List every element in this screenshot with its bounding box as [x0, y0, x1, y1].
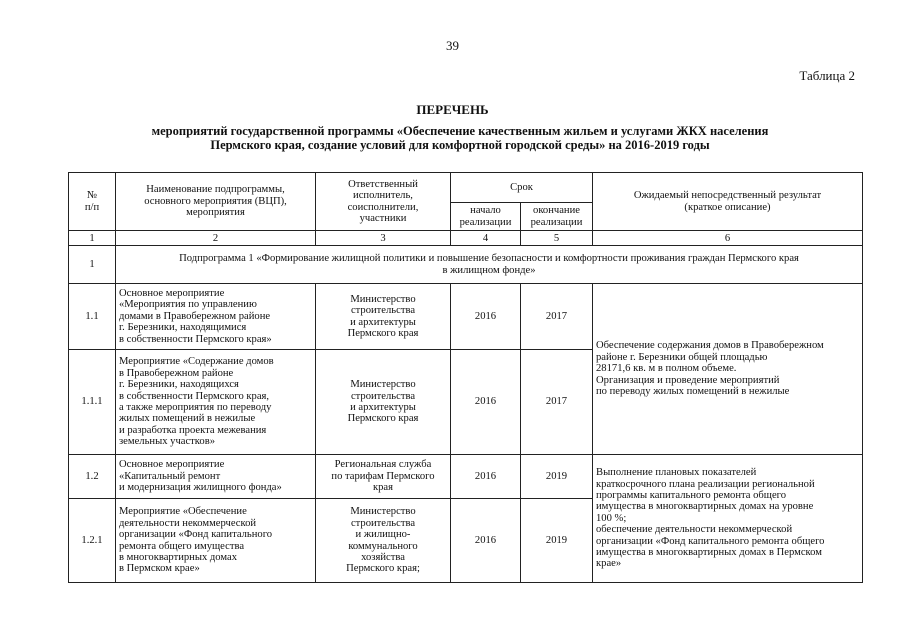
column-number: 6	[593, 231, 863, 246]
row-result: Выполнение плановых показателей краткосрочного плана реализации региональной программы капитального ремонта общего имущества в многоквартирных домах на уровне 100 %; обеспечение деятельности некоммерческой организации «Фонд капитального ремонта общего имущества в многоквартирных домах в Пермском крае»	[593, 455, 863, 583]
row-name: Основное мероприятие «Капитальный ремонт и модернизация жилищного фонда»	[116, 455, 316, 499]
table-label: Таблица 2	[799, 68, 855, 83]
header-start: начало реализации	[451, 203, 521, 231]
row-end: 2017	[521, 284, 593, 350]
row-num: 1.1.1	[69, 350, 116, 455]
subprogram-row	[69, 246, 863, 284]
row-num: 1.2.1	[69, 499, 116, 583]
row-executor: Министерство строительства и архитектуры Пермского края	[316, 350, 451, 455]
column-number: 1	[69, 231, 116, 246]
column-number: 3	[316, 231, 451, 246]
table-row	[69, 455, 863, 499]
row-executor: Региональная служба по тарифам Пермского края	[316, 455, 451, 499]
document-title: ПЕРЕЧЕНЬ	[416, 102, 489, 117]
row-result: Обеспечение содержания домов в Правобережном районе г. Березники общей площадью 28171,6 кв. м в полном объеме. Организация и проведение мероприятий по переводу жилых помещений в нежилые	[593, 284, 863, 455]
row-end: 2019	[521, 499, 593, 583]
row-name: Мероприятие «Содержание домов в Правобережном районе г. Березники, находящихся в собственности Пермского края, а также мероприятия по переводу жилых помещений в нежилые и разработка проекта межевания земельных участков»	[116, 350, 316, 455]
row-num: 1.1	[69, 284, 116, 350]
subprogram-title: Подпрограмма 1 «Формирование жилищной политики и повышение безопасности и комфортности проживания граждан Пермского края в жилищном фонде»	[116, 246, 863, 284]
header-term: Срок	[451, 173, 593, 203]
column-number: 5	[521, 231, 593, 246]
table-row	[69, 284, 863, 350]
row-start: 2016	[451, 455, 521, 499]
page-number: 39	[446, 38, 459, 53]
header-end: окончание реализации	[521, 203, 593, 231]
column-number: 2	[116, 231, 316, 246]
header-name: Наименование подпрограммы, основного мероприятия (ВЦП), мероприятия	[116, 173, 316, 231]
document-subtitle: мероприятий государственной программы «Обеспечение качественным жильем и услугами ЖКХ населения Пермского края, создание условий для комфортной городской среды» на 2016-2019 годы	[151, 124, 769, 152]
row-start: 2016	[451, 350, 521, 455]
row-start: 2016	[451, 499, 521, 583]
row-num: 1.2	[69, 455, 116, 499]
activities-table	[68, 172, 863, 583]
column-number: 4	[451, 231, 521, 246]
row-start: 2016	[451, 284, 521, 350]
column-numbers-row	[69, 231, 863, 246]
row-name: Основное мероприятие «Мероприятия по управлению домами в Правобережном районе г. Березники, находящимися в собственности Пермского края»	[116, 284, 316, 350]
row-executor: Министерство строительства и жилищно- коммунального хозяйства Пермского края;	[316, 499, 451, 583]
row-name: Мероприятие «Обеспечение деятельности некоммерческой организации «Фонд капитального ремонта общего имущества в многоквартирных домах в Пермском крае»	[116, 499, 316, 583]
row-end: 2019	[521, 455, 593, 499]
row-executor: Министерство строительства и архитектуры Пермского края	[316, 284, 451, 350]
header-row	[69, 173, 863, 203]
row-end: 2017	[521, 350, 593, 455]
header-executor: Ответственный исполнитель, соисполнители, участники	[316, 173, 451, 231]
header-result: Ожидаемый непосредственный результат (краткое описание)	[593, 173, 863, 231]
header-num: № п/п	[69, 173, 116, 231]
subprogram-num: 1	[69, 246, 116, 284]
